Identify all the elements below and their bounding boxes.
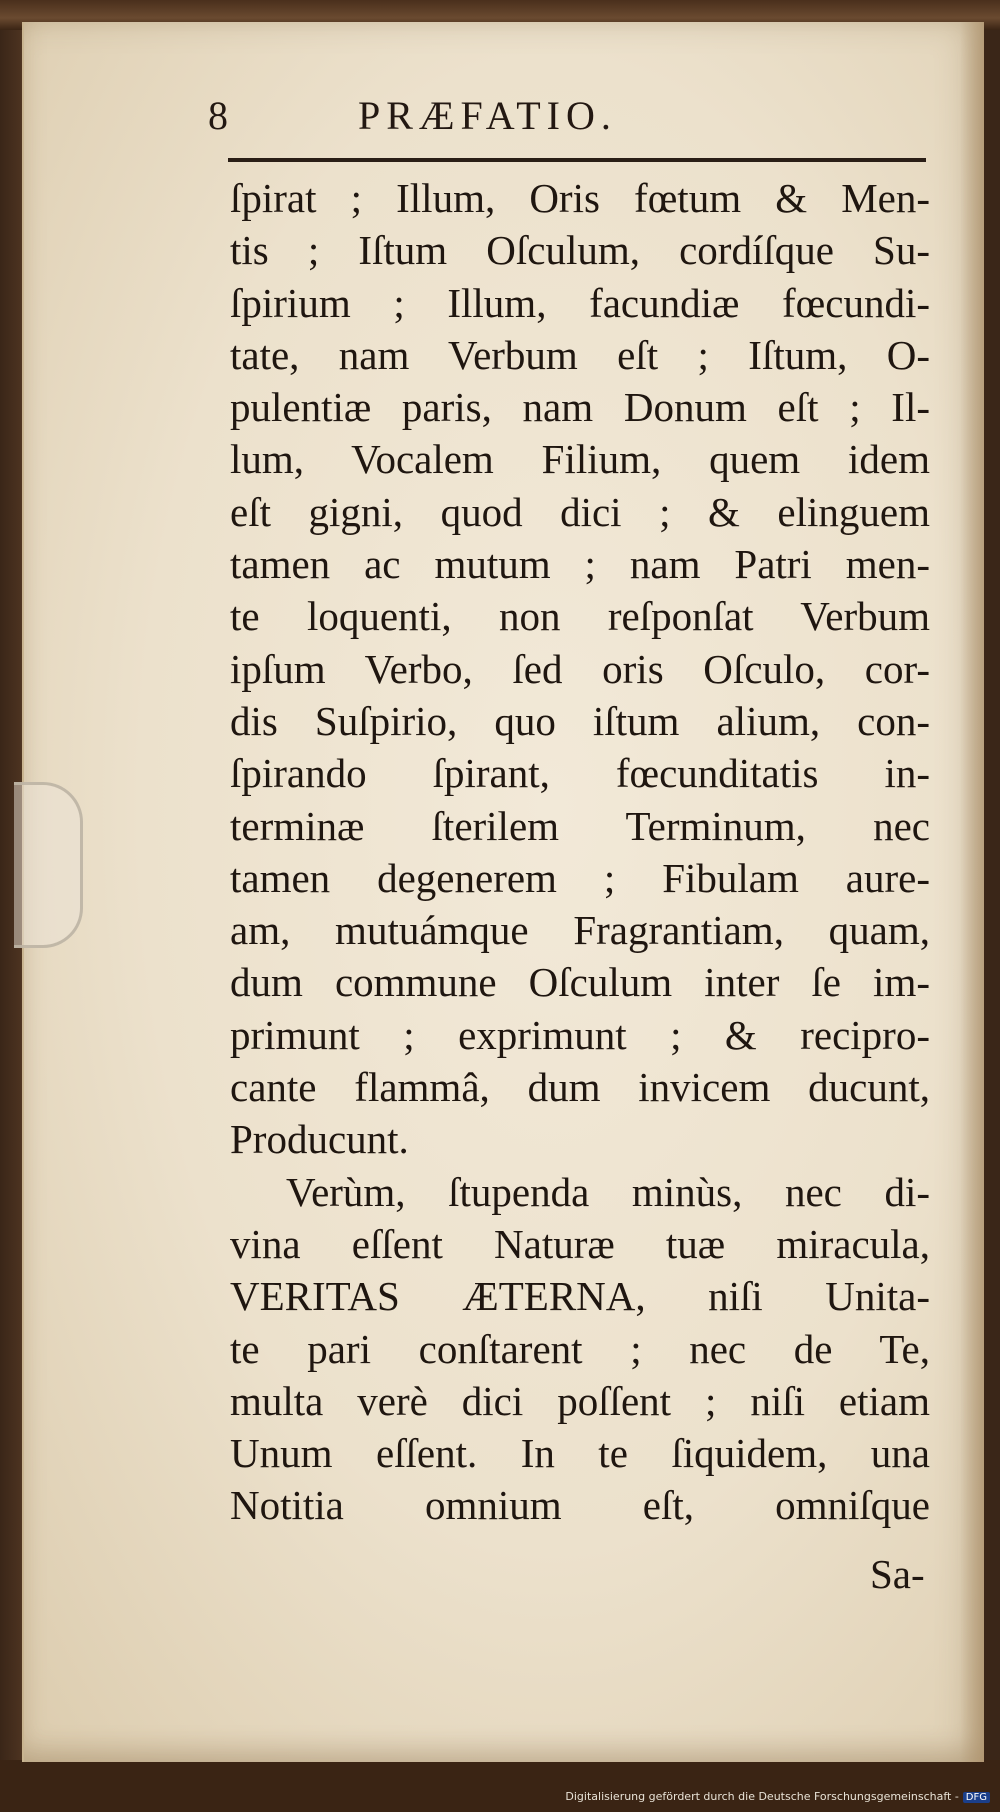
text-line: te loquenti, non reſponſat Verbum bbox=[230, 593, 930, 640]
catchword: Sa- bbox=[870, 1551, 925, 1597]
text-line: vina eſſent Naturæ tuæ miracula, bbox=[230, 1220, 930, 1267]
text-line: ſpirat ; Illum, Oris fœtum & Men- bbox=[230, 175, 930, 221]
page-number: 8 bbox=[208, 93, 228, 138]
header-rule bbox=[228, 158, 926, 162]
text-line: pulentiæ paris, nam Donum eſt ; Il- bbox=[230, 384, 930, 431]
text-line: Notitia omnium eſt, omniſque bbox=[230, 1482, 930, 1529]
text-line: tamen ac mutum ; nam Patri men- bbox=[230, 541, 930, 588]
text-line: primunt ; exprimunt ; & recipro- bbox=[230, 1011, 930, 1058]
body-text bbox=[230, 172, 930, 1532]
page-header bbox=[208, 92, 928, 152]
text-line: cante flammâ, dum invicem ducunt, bbox=[230, 1064, 930, 1111]
text-line: eſt gigni, quod dici ; & elinguem bbox=[230, 488, 930, 535]
text-line: multa verè dici poſſent ; niſi etiam bbox=[230, 1377, 930, 1424]
text-line: tamen degenerem ; Fibulam aure- bbox=[230, 854, 930, 901]
text-line: VERITAS ÆTERNA, niſi Unita- bbox=[230, 1273, 930, 1320]
text-line: Producunt. bbox=[230, 1116, 409, 1163]
text-line: terminæ ſterilem Terminum, nec bbox=[230, 802, 930, 849]
text-line: lum, Vocalem Filium, quem idem bbox=[230, 436, 930, 483]
digitization-credit bbox=[565, 1790, 990, 1803]
text-line: ipſum Verbo, ſed oris Oſculo, cor- bbox=[230, 645, 930, 692]
credit-text: Digitalisierung gefördert durch die Deutsche Forschungsgemeinschaft - bbox=[565, 1790, 959, 1803]
text-line: te pari conſtarent ; nec de Te, bbox=[230, 1325, 930, 1372]
book-cover-bottom bbox=[0, 1760, 1000, 1812]
text-line: tis ; Iſtum Oſculum, cordíſque Su- bbox=[230, 227, 930, 274]
running-head: PRÆFATIO. bbox=[358, 93, 617, 138]
page-edge-shadow bbox=[960, 22, 984, 1762]
text-line: Unum eſſent. In te ſiquidem, una bbox=[230, 1430, 930, 1477]
text-line: dis Suſpirio, quo iſtum alium, con- bbox=[230, 697, 930, 744]
text-line: Verùm, ſtupenda minùs, nec di- bbox=[286, 1168, 930, 1215]
text-line: ſpirium ; Illum, facundiæ fœcundi- bbox=[230, 279, 930, 326]
page-clip bbox=[14, 782, 83, 948]
text-line: tate, nam Verbum eſt ; Iſtum, O- bbox=[230, 331, 930, 378]
dfg-logo: DFG bbox=[963, 1792, 990, 1803]
text-line: dum commune Oſculum inter ſe im- bbox=[230, 959, 930, 1006]
text-line: ſpirando ſpirant, fœcunditatis in- bbox=[230, 750, 930, 797]
text-line: am, mutuámque Fragrantiam, quam, bbox=[230, 907, 930, 954]
